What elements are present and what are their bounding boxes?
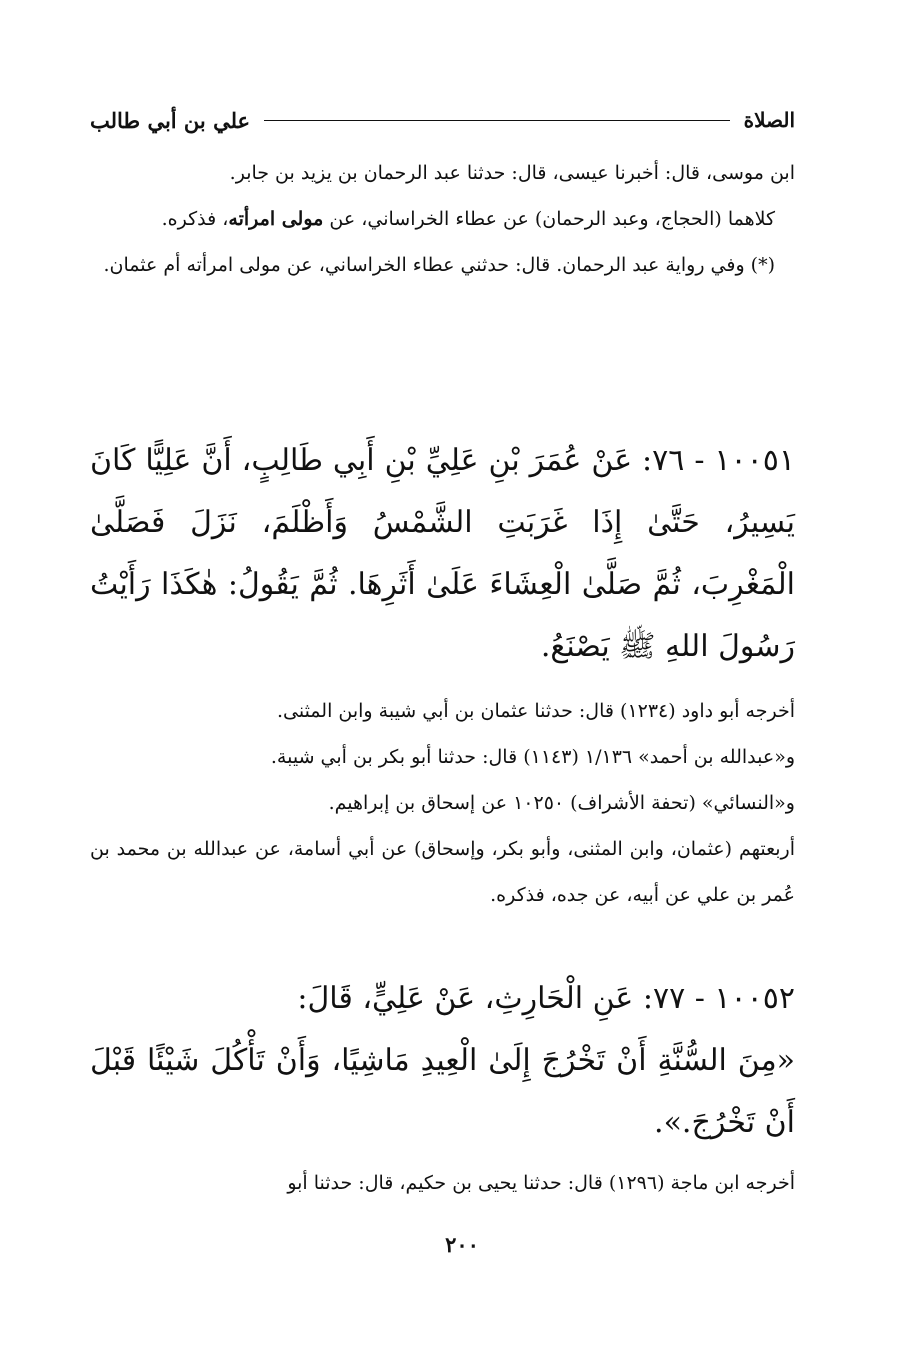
running-header	[90, 100, 795, 140]
continuation-line: ابن موسى، قال: أخبرنا عيسى، قال: حدثنا عبد الرحمان بن يزيد بن جابر.	[229, 162, 795, 184]
hadith-10051	[90, 430, 795, 678]
variant-note: (*) وفي رواية عبد الرحمان. قال: حدثني عطاء الخراساني، عن مولى امرأته أم عثمان.	[103, 254, 775, 276]
hadith-text: «مِنَ السُّنَّةِ أَنْ تَخْرُجَ إِلَىٰ الْعِيدِ مَاشِيًا، وَأَنْ تَأْكُلَ شَيْئًا قَبْلَ أَنْ تَخْرُجَ.».	[90, 1043, 795, 1140]
takhrij-line: و«النسائي» (تحفة الأشراف) ١٠٢٥٠ عن إسحاق بن إبراهيم.	[328, 792, 795, 814]
hadith-10052	[90, 968, 795, 1154]
takhrij-10051	[90, 688, 795, 918]
takhrij-line: أخرجه ابن ماجة (١٢٩٦) قال: حدثنا يحيى بن حكيم، قال: حدثنا أبو	[287, 1172, 795, 1194]
narrators-bold: مولى امرأته	[228, 208, 324, 230]
hadith-heading: ١٠٠٥٢ - ٧٧: عَنِ الْحَارِثِ، عَنْ عَلِيٍّ، قَالَ:	[297, 981, 795, 1016]
takhrij-line: و«عبدالله بن أحمد» ١/١٣٦ (١١٤٣) قال: حدثنا أبو بكر بن أبي شيبة.	[270, 746, 795, 768]
hadith-text: ١٠٠٥١ - ٧٦: عَنْ عُمَرَ بْنِ عَلِيِّ بْنِ أَبِي طَالِبٍ، أَنَّ عَلِيًّا كَانَ يَسِيرُ، حَتَّىٰ إِذَا غَرَبَتِ الشَّمْسُ وَأَظْلَمَ، نَزَلَ فَصَلَّىٰ الْمَغْرِبَ، ثُمَّ صَلَّىٰ الْعِشَاءَ عَلَىٰ أَثَرِهَا. ثُمَّ يَقُولُ: هٰكَذَا رَأَيْتُ رَسُولَ اللهِ ﷺ يَصْنَعُ.	[90, 443, 795, 664]
narrators-end: ، فذكره.	[161, 208, 229, 230]
takhrij-paragraph: أربعتهم (عثمان، وابن المثنى، وأبو بكر، وإسحاق) عن أبي أسامة، عن عبدالله بن محمد بن عُمر بن علي عن أبيه، عن جده، فذكره.	[90, 838, 795, 906]
top-paragraphs	[90, 150, 795, 288]
narrators-text: كلاهما (الحجاج، وعبد الرحمان) عن عطاء الخراساني، عن	[323, 208, 775, 230]
takhrij-10052	[90, 1160, 795, 1206]
chapter-title: علي بن أبي طالب	[90, 107, 251, 133]
section-title: الصلاة	[743, 108, 795, 132]
narrators-paragraph	[90, 196, 795, 242]
header-rule	[264, 120, 730, 121]
page-number: ٢٠٠	[445, 1232, 479, 1257]
takhrij-line: أخرجه أبو داود (١٢٣٤) قال: حدثنا عثمان بن أبي شيبة وابن المثنى.	[276, 700, 795, 722]
